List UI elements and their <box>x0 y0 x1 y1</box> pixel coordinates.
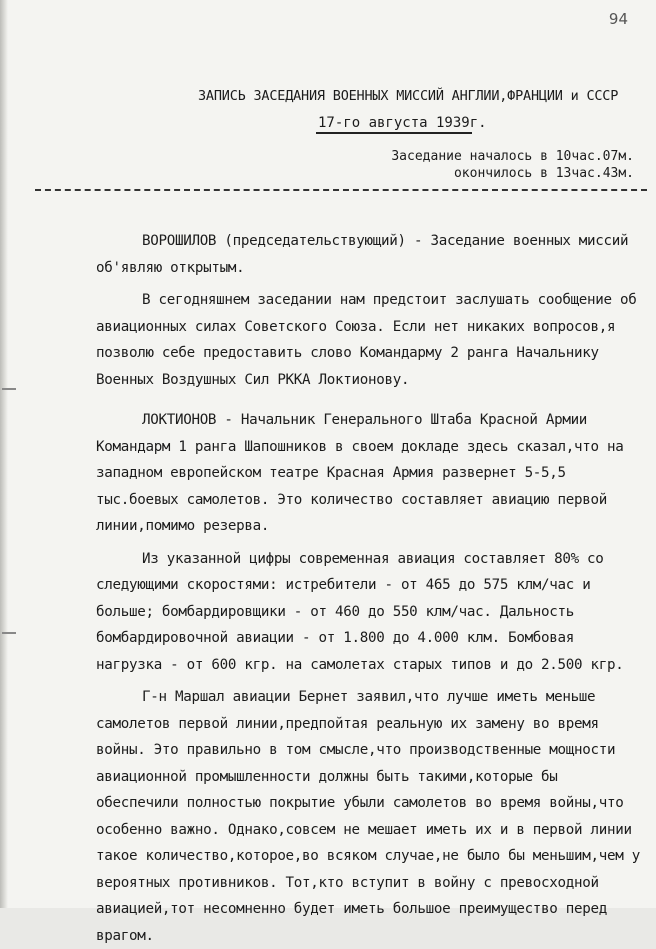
page-edge-shadow <box>0 0 8 908</box>
document-date: 17-го августа 1939г. <box>318 115 487 131</box>
paragraph: Из указанной цифры современная авиация составляет 80% со следующими скоростями: истребители - от 465 до 575 клм/час и больше; бомбардировщики - от 460 до 550 клм/час. Дальность бомбардировочной авиации - от 1.800 до 4.000 клм. Бомбовая нагрузка - от 600 кгр. на самолетах старых типов и до 2.500 кгр. <box>96 550 624 673</box>
header-divider <box>35 189 647 191</box>
paragraph-voroshilov: ВОРОШИЛОВ (председательствующий) - Заседание военных миссий об'являю открытым. <box>96 233 629 276</box>
session-end: окончилось в 13час.43м. <box>453 166 634 181</box>
paragraph: В сегодняшнем заседании нам предстоит заслушать сообщение об авиационных силах Советского Союза. Если нет никаких вопросов,я позволю себе предоставить слово Командарму 2 ранга Начальнику Военных Воздушных Сил РККА Локтионову. <box>96 292 637 388</box>
session-start: Заседание началось в 10час.07м. <box>391 149 634 164</box>
margin-mark <box>2 388 16 390</box>
page-number: 94 <box>608 10 628 28</box>
document-body <box>96 228 644 949</box>
date-underline <box>316 132 472 134</box>
session-times <box>391 148 634 182</box>
document-title: ЗАПИСЬ ЗАСЕДАНИЯ ВОЕННЫХ МИССИЙ АНГЛИИ,ФРАНЦИИ и СССР <box>198 88 619 104</box>
paragraph-loktionov: ЛОКТИОНОВ - Начальник Генерального Штаба Красной Армии Командарм 1 ранга Шапошников в своем докладе здесь сказал,что на западном европейском театре Красная Армия развернет 5-5,5 тыс.боевых самолетов. Это количество составляет авиацию первой линии,помимо резерва. <box>96 412 624 534</box>
paragraph: Г-н Маршал авиации Бернет заявил,что лучше иметь меньше самолетов первой линии,предпойтая реальную их замену во время войны. Это правильно в том смысле,что производственные мощности авиационной промышленности должны быть такими,которые бы обеспечили полностью покрытие убыли самолетов во время войны,что особенно важно. Однако,совсем не мешает иметь их и в первой линии такое количество,которое,во всяком случае,не было бы меньшим,чем у вероятных противников. Тот,кто вступит в войну с превосходной авиацией,тот несомненно будет иметь большое преимущество перед врагом. <box>96 689 640 944</box>
margin-mark <box>2 632 16 634</box>
